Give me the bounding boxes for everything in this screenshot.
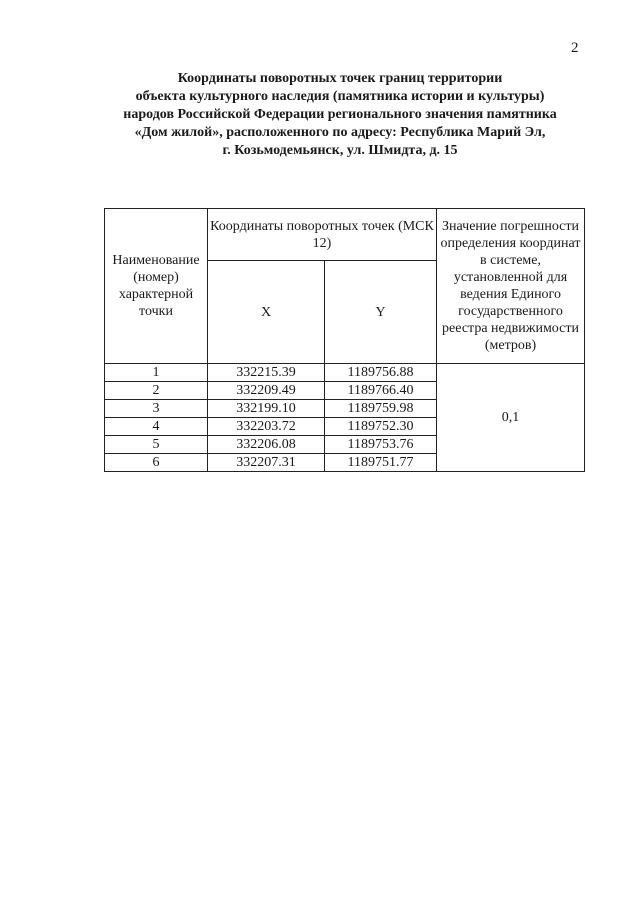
header-error-value: Значение погрешности определения координат в системе, установленной для ведения Единого государственного реестра недвижимости (метров)	[437, 209, 585, 364]
point-x: 332209.49	[208, 382, 325, 400]
point-y: 1189751.77	[325, 454, 437, 472]
point-number: 6	[105, 454, 208, 472]
header-y: Y	[325, 261, 437, 364]
point-number: 5	[105, 436, 208, 454]
page-number: 2	[571, 40, 579, 56]
point-x: 332203.72	[208, 418, 325, 436]
title-line-1: Координаты поворотных точек границ территории	[177, 71, 503, 86]
title-line-4: «Дом жилой», расположенного по адресу: Республика Марий Эл,	[134, 125, 546, 140]
title-line-5: г. Козьмодемьянск, ул. Шмидта, д. 15	[222, 143, 458, 158]
point-number: 2	[105, 382, 208, 400]
document-title	[60, 70, 620, 160]
point-x: 332199.10	[208, 400, 325, 418]
title-line-2: объекта культурного наследия (памятника истории и культуры)	[135, 89, 545, 104]
point-number: 1	[105, 364, 208, 382]
title-line-3: народов Российской Федерации регионального значения памятника	[123, 107, 557, 122]
error-value: 0,1	[437, 364, 585, 472]
point-x: 332207.31	[208, 454, 325, 472]
point-y: 1189766.40	[325, 382, 437, 400]
coordinates-table	[104, 208, 585, 472]
point-x: 332206.08	[208, 436, 325, 454]
header-point-name: Наименование (номер) характерной точки	[105, 209, 208, 364]
point-x: 332215.39	[208, 364, 325, 382]
table-row	[105, 364, 585, 382]
point-y: 1189753.76	[325, 436, 437, 454]
point-y: 1189756.88	[325, 364, 437, 382]
point-y: 1189759.98	[325, 400, 437, 418]
point-number: 3	[105, 400, 208, 418]
header-coordinates: Координаты поворотных точек (МСК 12)	[208, 209, 437, 261]
point-y: 1189752.30	[325, 418, 437, 436]
header-x: X	[208, 261, 325, 364]
point-number: 4	[105, 418, 208, 436]
